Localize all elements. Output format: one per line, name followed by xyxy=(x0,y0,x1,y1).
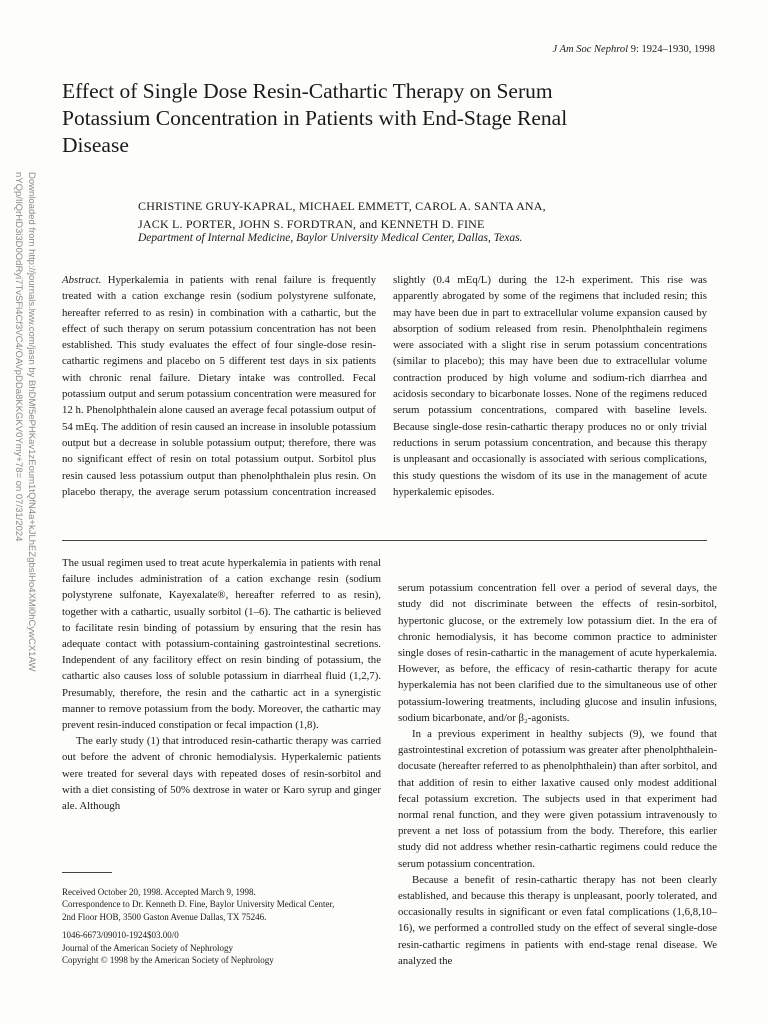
abstract-text: Hyperkalemia in patients with renal failure is frequently treated with a cation exchange resin (sodium polystyrene sulfonate, hereafter referred to as resin) in combination with a cathartic, but the effect of such therapy on serum potassium concentration has not been established. This study evaluates the effect of four single-dose resin-cathartic regimens and placebo on 5 different test days in six patients with chronic renal failure. Dietary intake was controlled. Fecal potassium output and serum potassium concentration were measured for 12 h. Phenolphthalein alone caused an average fecal potassium output of 54 mEq. The addition of resin caused an increase in insoluble potassium output but a decrease in soluble potassium output; therefore, there was no significant effect of resin on total potassium output. Sorbitol plus resin caused less potassium output than phenolphthalein plus resin. On placebo therapy, the average serum potassium concentration increased slightly (0.4 mEq/L) during the 12-h experiment. This rise was apparently abrogated by some of the regimens that included resin; this may have been due in part to extracellular volume expansion caused by absorption of sodium released from resin. Phenolphthalein regimens were associated with a slight rise in serum potassium concentrations (similar to placebo); this may have been due to extracellular volume contraction produced by high volume and sodium-rich diarrhea and acidosis secondary to bicarbonate losses. None of the regimens reduced serum potassium concentrations, compared with baseline levels. Because single-dose resin-cathartic therapy produces no or only trivial reductions in serum potassium concentration, and because this therapy is unpleasant and occasionally is associated with serious complications, this study questions the wisdom of its use in the management of acute hyperkalemic episodes. xyxy=(62,274,707,498)
body-paragraph: Because a benefit of resin-cathartic therapy has not been clearly established, and because this therapy is unpleasant, poorly tolerated, and occasionally results in significant or even fatal complications (1,6,8,10–16), we performed a controlled study on the effect of several single-dose resin-cathartic regimens in patients with end-stage renal disease. We analyzed the xyxy=(398,873,717,967)
body-paragraph: In a previous experiment in healthy subjects (9), we found that gastrointestinal excretion of potassium was greater after phenolphthalein-docusate (hereafter referred to as phenolphthalein) than after sorbitol, and that addition of resin to either laxative caused only modest additional fecal potassium excretion. The subjects used in that experiment had normal renal function, and they were given potassium intravenously to prevent a net loss of potassium from the body. Therefore, this earlier study did not address whether resin-cathartic regimens could reduce the serum potassium concentration. xyxy=(398,728,717,870)
body-paragraph: The early study (1) that introduced resin-cathartic therapy was carried out before the advent of chronic hemodialysis. Hyperkalemic patients were treated for several days with repeated doses of resin-sorbitol and with a diet consisting of 50% dextrose in water or Karo syrup and ginger ale. Although xyxy=(62,735,381,813)
journal-name: J Am Soc Nephrol xyxy=(552,44,629,55)
correspondence-line: Correspondence to Dr. Kenneth D. Fine, Baylor University Medical Center, xyxy=(62,899,335,910)
received-dates: Received October 20, 1998. Accepted March 9, 1998. xyxy=(62,887,256,897)
issn-code: 1046-6673/09010-1924$03.00/0 xyxy=(62,930,179,941)
section-divider xyxy=(62,540,707,541)
abstract-heading: Abstract. xyxy=(62,274,102,286)
abstract xyxy=(62,272,707,540)
body-paragraph: serum potassium concentration fell over a period of several days, the study did not discriminate between the effects of resin-sorbitol, hypertonic glucose, or the extremely low potassium diet. In the era of chronic hemodialysis, it has become common practice to administer single doses of resin-cathartic in the management of acute hyperkalemia. However, as before, the efficacy of resin-cathartic therapy for acute hyperkalemia has not been clarified due to the simultaneous use of other potassium-lowering treatments, including glucose and insulin infusions, sodium bicarbonate, and/or β₂-agonists. xyxy=(398,582,717,724)
journal-volume-pages: 9: 1924–1930, 1998 xyxy=(630,44,715,55)
footnotes xyxy=(62,872,382,966)
author-list: CHRISTINE GRUY-KAPRAL, MICHAEL EMMETT, CAROL A. SANTA ANA, JACK L. PORTER, JOHN S. FORDTRAN, and KENNETH D. FINE xyxy=(138,199,546,231)
copyright-notice: Copyright © 1998 by the American Society of Nephrology xyxy=(62,955,274,966)
download-watermark: Downloaded from http://journals.lww.com/jasn by BhDMf5ePHKav1zEoum1tQfN4a+kJLhEZgbsIHo4XMi0hCywCX1AW nYQp/IlQrHD3i3D0OdRyi7TvSFl4Cf3VC4/OAVpDDa8KKGKV0Ymy+78= on 07/31/2024 xyxy=(13,172,37,672)
footnote-rule xyxy=(62,872,112,873)
correspondence-address: 2nd Floor HOB, 3500 Gaston Avenue Dallas, TX 75246. xyxy=(62,911,267,922)
author-affiliation: Department of Internal Medicine, Baylor University Medical Center, Dallas, Texas. xyxy=(138,232,523,244)
body-paragraph: The usual regimen used to treat acute hyperkalemia in patients with renal failure includes administration of a cation exchange resin (sodium polystyrene sulfonate, Kayexalate®, hereafter referred to as resin), together with a cathartic, usually sorbitol (1–6). The cathartic is believed to facilitate resin binding of potassium by ensuring that the resin has adequate contact with potassium-containing gastrointestinal secretions. Independent of any facilitory effect on resin binding of potassium, the cathartic also causes loss of soluble potassium in diarrheal fluid (1,2,7). Presumably, therefore, the resin and the cathartic act in a synergistic manner to remove potassium from the body. Moreover, the cathartic may prevent resin-induced constipation or fecal impaction (1,8). xyxy=(62,557,381,732)
article-title: Effect of Single Dose Resin-Cathartic Therapy on Serum Potassium Concentration in Patients with End-Stage Renal Disease xyxy=(62,79,568,157)
journal-fullname: Journal of the American Society of Nephrology xyxy=(62,942,233,953)
journal-citation xyxy=(553,44,715,55)
